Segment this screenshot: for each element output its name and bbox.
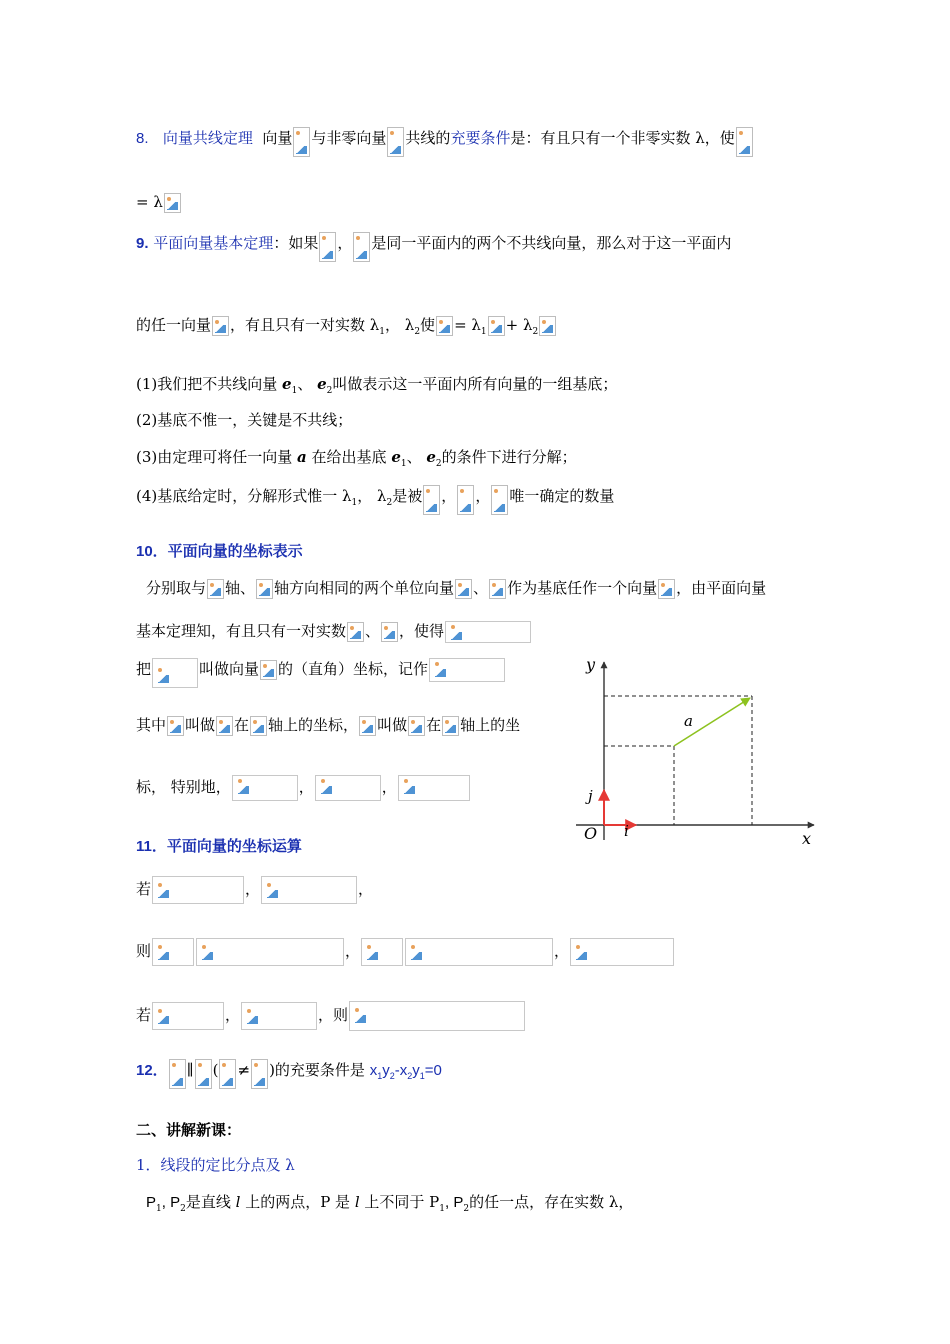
item-number: 12． bbox=[136, 1062, 168, 1079]
formula-image bbox=[261, 876, 357, 904]
image-placeholder-icon bbox=[236, 776, 253, 796]
image-placeholder-icon bbox=[359, 716, 376, 736]
formula-image bbox=[405, 938, 553, 966]
image-placeholder-icon bbox=[353, 232, 370, 262]
theorem-9-line-2: 的任一向量 ，有且只有一对实数 $\lambda_1$， $\lambda_2$使 = $\lambda_1 + \lambda_2$ bbox=[136, 314, 557, 343]
j-label: j bbox=[588, 787, 593, 805]
theorem-8-line-2: = λ bbox=[136, 191, 182, 213]
image-placeholder-icon bbox=[319, 776, 336, 796]
item-number: 9. bbox=[136, 235, 149, 252]
y-axis-label: y bbox=[586, 655, 596, 674]
image-placeholder-icon bbox=[169, 1059, 186, 1089]
condition-formula: $x_1y_2-x_2y_1=0$ bbox=[369, 1062, 442, 1081]
origin-label: O bbox=[584, 824, 598, 843]
image-placeholder-icon bbox=[156, 880, 173, 900]
x-axis-label: x bbox=[802, 829, 812, 848]
image-placeholder-icon bbox=[167, 716, 184, 736]
image-placeholder-icon bbox=[457, 485, 474, 515]
i-label: i bbox=[624, 822, 629, 840]
image-placeholder-icon bbox=[736, 127, 753, 157]
image-placeholder-icon bbox=[156, 1006, 173, 1026]
image-placeholder-icon bbox=[449, 622, 466, 642]
item-number: 8. bbox=[136, 130, 149, 147]
image-placeholder-icon bbox=[251, 1059, 268, 1089]
formula-image bbox=[445, 621, 531, 643]
section-11-row-2: 则 ， ， bbox=[136, 938, 675, 966]
image-placeholder-icon bbox=[488, 316, 505, 336]
image-placeholder-icon bbox=[387, 127, 404, 157]
section-10-para-3: 把 叫做向量 的（直角）坐标，记作 bbox=[136, 658, 506, 688]
image-placeholder-icon bbox=[489, 579, 506, 599]
image-placeholder-icon bbox=[219, 1059, 236, 1089]
image-placeholder-icon bbox=[250, 716, 267, 736]
section-10-para-2: 基本定理知，有且只有一对实数 、 ，使得 bbox=[136, 620, 532, 643]
section-10-title: 10．平面向量的坐标表示 bbox=[136, 543, 303, 560]
image-placeholder-icon bbox=[347, 622, 364, 642]
image-placeholder-icon bbox=[423, 485, 440, 515]
formula-image bbox=[349, 1001, 525, 1031]
image-placeholder-icon bbox=[658, 579, 675, 599]
section-11-title: 11．平面向量的坐标运算 bbox=[136, 838, 302, 855]
section-11-row-1: 若 ， ， bbox=[136, 876, 373, 904]
formula-image bbox=[152, 876, 244, 904]
image-placeholder-icon bbox=[293, 127, 310, 157]
section-10-para-1: 分别取与 轴、 轴方向相同的两个单位向量 、 作为基底任作一个向量 ，由平面向量 bbox=[146, 579, 767, 597]
image-placeholder-icon bbox=[365, 942, 382, 962]
image-placeholder-icon bbox=[164, 193, 181, 213]
note-3: (3)由定理可将任一向量 a 在给出基底 $e_1$、 $e_2$的条件下进行分解； bbox=[136, 448, 577, 469]
link-text[interactable]: 充要条件 bbox=[450, 129, 511, 147]
formula-image bbox=[152, 1002, 224, 1030]
image-placeholder-icon bbox=[409, 942, 426, 962]
formula-image bbox=[152, 658, 198, 688]
image-placeholder-icon bbox=[156, 942, 173, 962]
image-placeholder-icon bbox=[455, 579, 472, 599]
formula-image bbox=[196, 938, 344, 966]
note-2: (2)基底不惟一，关键是不共线； bbox=[136, 411, 353, 429]
section-11-row-3: 若 ， ，则 bbox=[136, 1001, 526, 1031]
image-placeholder-icon bbox=[381, 622, 398, 642]
image-placeholder-icon bbox=[408, 716, 425, 736]
image-placeholder-icon bbox=[574, 942, 591, 962]
image-placeholder-icon bbox=[539, 316, 556, 336]
formula-image bbox=[398, 775, 470, 801]
formula-image bbox=[241, 1002, 317, 1030]
part-2-heading: 二、讲解新课： bbox=[136, 1122, 242, 1139]
theorem-9-line: 9. 平面向量基本定理：如果 ， 是同一平面内的两个不共线向量，那么对于这一平面内 bbox=[136, 232, 731, 262]
image-placeholder-icon bbox=[353, 1005, 370, 1025]
image-placeholder-icon bbox=[491, 485, 508, 515]
image-placeholder-icon bbox=[442, 716, 459, 736]
image-placeholder-icon bbox=[402, 776, 419, 796]
image-placeholder-icon bbox=[195, 1059, 212, 1089]
formula-image bbox=[232, 775, 298, 801]
note-4: (4)基底给定时，分解形式惟一 $\lambda_1$， $\lambda_2$是被 ， ， 唯一确定的数量 bbox=[136, 485, 614, 515]
section-10-para-5: 标， 特别地， ， ， bbox=[136, 775, 471, 801]
coordinate-diagram bbox=[566, 650, 822, 850]
image-placeholder-icon bbox=[156, 665, 173, 685]
a-label: a bbox=[684, 712, 693, 730]
image-placeholder-icon bbox=[319, 232, 336, 262]
formula-image bbox=[429, 658, 505, 682]
image-placeholder-icon bbox=[256, 579, 273, 599]
section-12-line: 12． ∥ ( ≠ )的充要条件是 $x_1y_2-x_2y_1=0$ bbox=[136, 1059, 442, 1089]
image-placeholder-icon bbox=[260, 660, 277, 680]
image-placeholder-icon bbox=[200, 942, 217, 962]
theorem-title: 向量共线定理 bbox=[162, 129, 253, 147]
subsection-1-title: 1．线段的定比分点及 λ bbox=[136, 1156, 295, 1174]
formula-image bbox=[570, 938, 674, 966]
subsection-1-body: $P_1$, $P_2$是直线 l 上的两点，P 是 l 上不同于 $P_1$, $P_2$的任一点，存在实数 λ， bbox=[146, 1193, 634, 1214]
image-placeholder-icon bbox=[265, 880, 282, 900]
formula-image bbox=[315, 775, 381, 801]
theorem-title: 平面向量基本定理 bbox=[153, 234, 274, 252]
image-placeholder-icon bbox=[433, 659, 450, 679]
theorem-8-line: 8. 向量共线定理 向量 与非零向量 共线的充要条件是：有且只有一个非零实数 λ，使 bbox=[136, 127, 754, 157]
image-placeholder-icon bbox=[245, 1006, 262, 1026]
image-placeholder-icon bbox=[212, 316, 229, 336]
formula-image bbox=[361, 938, 403, 966]
note-1: (1)我们把不共线向量 $e_1$、 $e_2$叫做表示这一平面内所有向量的一组基底； bbox=[136, 375, 618, 396]
image-placeholder-icon bbox=[216, 716, 233, 736]
image-placeholder-icon bbox=[207, 579, 224, 599]
section-10-para-4: 其中 叫做 在 轴上的坐标， 叫做 在 轴上的坐 bbox=[136, 716, 521, 734]
image-placeholder-icon bbox=[436, 316, 453, 336]
formula-image bbox=[152, 938, 194, 966]
